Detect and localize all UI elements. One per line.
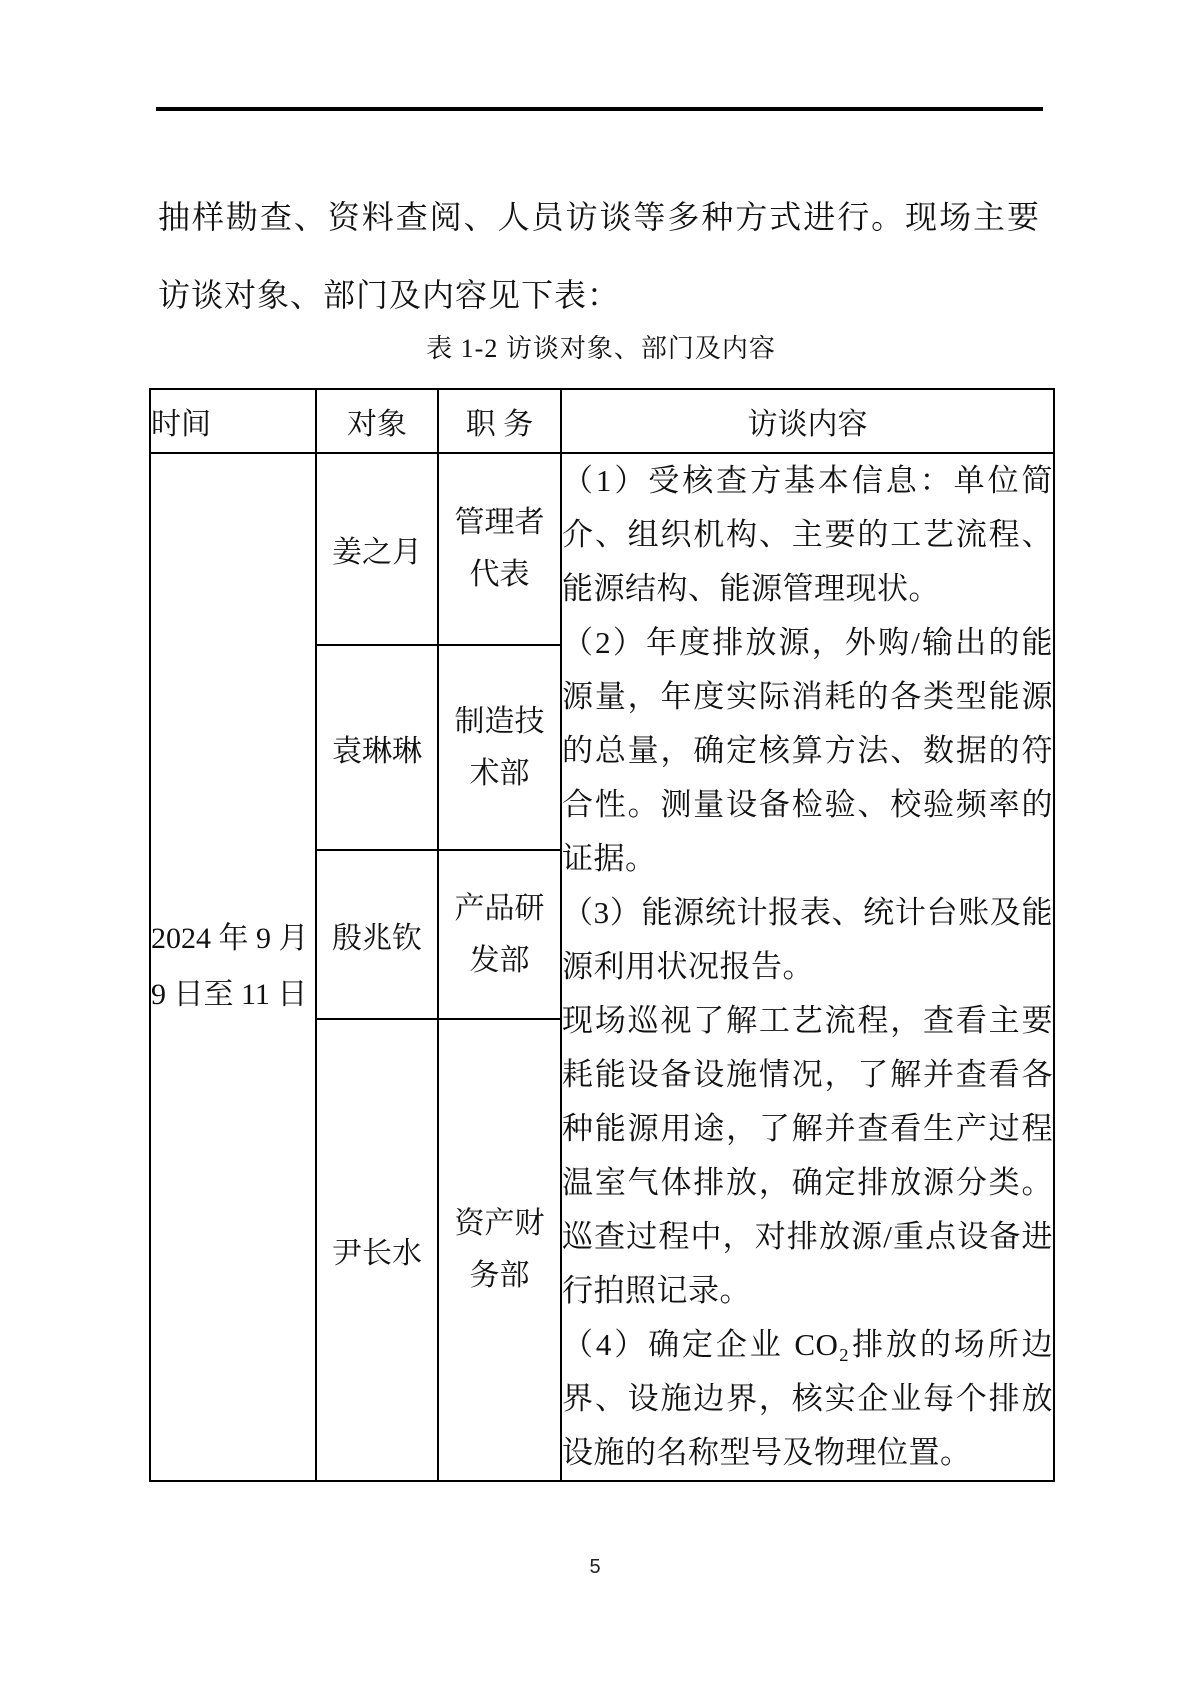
header-rule [156, 107, 1043, 111]
position-line-1: 产品研 [454, 891, 545, 925]
page-number: 5 [589, 1556, 601, 1578]
time-line-1: 2024 年 9 月 [151, 922, 309, 955]
header-content: 访谈内容 [561, 389, 1054, 453]
header-subject: 对象 [316, 389, 438, 453]
position-line-1: 管理者 [454, 506, 545, 540]
position-cell [438, 453, 561, 645]
table-caption: 表 1-2 访谈对象、部门及内容 [426, 334, 776, 363]
subject-name: 袁琳琳 [316, 645, 438, 850]
content-paragraph-5: （4）确定企业 CO₂排放的场所边界、设施边界，核实企业每个排放设施的名称型号及物理位置。 [562, 1327, 1053, 1470]
subject-name: 殷兆钦 [316, 850, 438, 1019]
interview-table [149, 388, 1055, 1482]
time-cell [150, 453, 316, 1481]
time-line-2: 9 日至 11 日 [151, 978, 308, 1011]
content-paragraph-3: （3）能源统计报表、统计台账及能源利用状况报告。 [562, 895, 1053, 984]
header-time: 时间 [150, 389, 316, 453]
position-cell [438, 1019, 561, 1481]
content-paragraph-4: 现场巡视了解工艺流程，查看主要耗能设备设施情况，了解并查看各种能源用途，了解并查看生产过程温室气体排放，确定排放源分类。巡查过程中，对排放源/重点设备进行拍照记录。 [562, 1003, 1053, 1308]
position-cell [438, 850, 561, 1019]
table-row [150, 453, 1054, 645]
position-line-2: 代表 [469, 558, 530, 592]
header-position: 职 务 [438, 389, 561, 453]
position-line-2: 术部 [469, 756, 530, 790]
content-paragraph-2: （2）年度排放源，外购/输出的能源量，年度实际消耗的各类型能源的总量，确定核算方法、数据的符合性。测量设备检验、校验频率的证据。 [562, 625, 1053, 876]
interview-content-cell [561, 453, 1054, 1481]
subject-name: 姜之月 [316, 453, 438, 645]
content-paragraph-1: （1）受核查方基本信息：单位简介、组织机构、主要的工艺流程、能源结构、能源管理现状。 [562, 463, 1053, 606]
table-header-row [150, 389, 1054, 453]
position-line-2: 务部 [469, 1259, 530, 1293]
position-cell [438, 645, 561, 850]
intro-paragraph: 抽样勘查、资料查阅、人员访谈等多种方式进行。现场主要访谈对象、部门及内容见下表： [158, 199, 1040, 313]
subject-name: 尹长水 [316, 1019, 438, 1481]
position-line-2: 发部 [469, 943, 530, 977]
position-line-1: 制造技 [454, 704, 545, 738]
position-line-1: 资产财 [454, 1207, 545, 1241]
